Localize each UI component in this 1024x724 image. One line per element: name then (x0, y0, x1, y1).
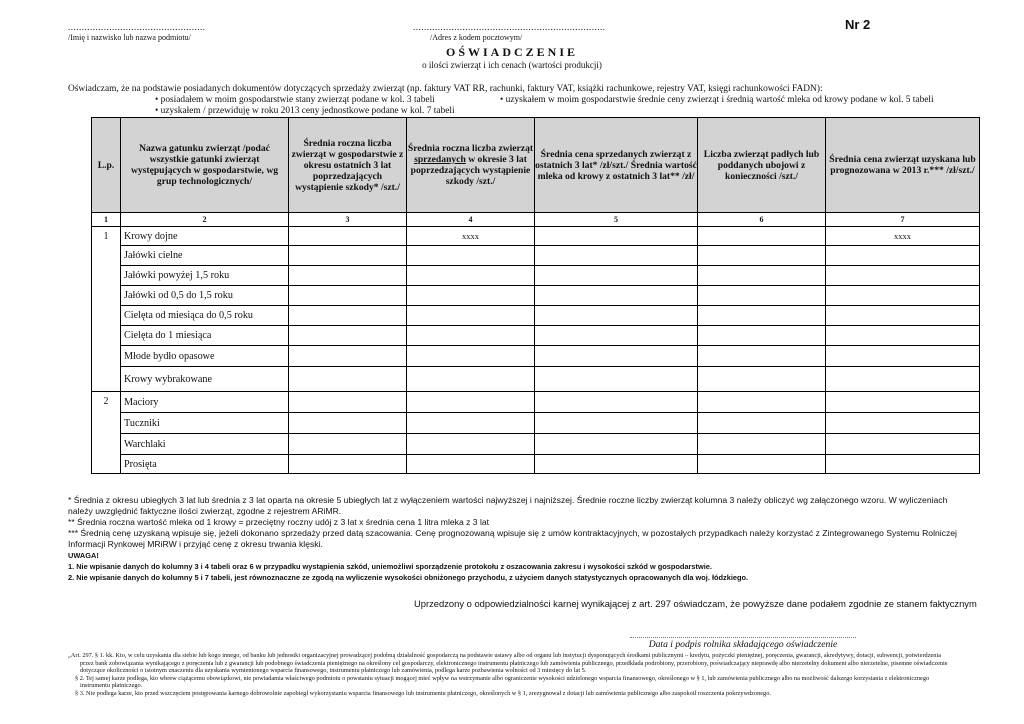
table-row (92, 413, 980, 434)
cell-c7[interactable] (826, 455, 980, 474)
legal-paragraph-2: § 2. Tej samej karze podlega, kto wbrew ciążącemu obowiązkowi, nie powiadamia właściwego podmiotu o powstaniu sytuacji mogącej mieć wpływ na wstrzymanie albo ograniczenie wysokości udzielonego wsparcia finansowego, określonego w § 1, lub zamówienia publicznego albo na możliwość dalszego korzystania z elektronicznego instrumentu płatniczego. (75, 674, 930, 690)
column-number: 5 (535, 213, 698, 227)
row-species-name: Jałówki od 0,5 do 1,5 roku (121, 286, 289, 306)
footnote-3: *** Średnią cenę uzyskaną wpisuje się, jeżeli dokonano sprzedaży przed datą szacowania. Cenę prognozowaną wpisuje się z umów kontraktacyjnych, w pozostałych przypadkach należy korzystać z Zintegrowanego Systemu Rolniczej Informacji Rynkowej MRiRW i przyjąć cenę z okresu trwania klęski. (68, 528, 957, 549)
cell-c6[interactable] (698, 306, 826, 326)
cell-c7[interactable] (826, 326, 980, 346)
row-species-name: Cielęta od miesiąca do 0,5 roku (121, 306, 289, 326)
cell-c6[interactable] (698, 434, 826, 455)
cell-c4[interactable] (407, 392, 535, 413)
row-lp: 2 (92, 392, 121, 474)
intro-bullet-1: • posiadałem w moim gospodarstwie stany zwierząt podane w kol. 3 tabeli (155, 95, 435, 105)
cell-c7[interactable]: xxxx (826, 227, 980, 246)
row-lp: 1 (92, 227, 121, 392)
column-number: 7 (826, 213, 980, 227)
column-number: 3 (289, 213, 407, 227)
row-species-name: Jałówki cielne (121, 246, 289, 266)
cell-c4[interactable] (407, 326, 535, 346)
cell-c4[interactable]: xxxx (407, 227, 535, 246)
column-number: 2 (121, 213, 289, 227)
cell-c6[interactable] (698, 392, 826, 413)
cell-c5[interactable] (535, 246, 698, 266)
row-species-name: Cielęta do 1 miesiąca (121, 326, 289, 346)
footnote-2: ** Średnia roczna wartość mleka od 1 krowy = przeciętny roczny udój z 3 lat x średnia cena 1 litra mleka z 3 lat (68, 517, 490, 527)
cell-c5[interactable] (535, 367, 698, 392)
cell-c5[interactable] (535, 346, 698, 367)
row-species-name: Warchlaki (121, 434, 289, 455)
cell-c5[interactable] (535, 455, 698, 474)
cell-c7[interactable] (826, 246, 980, 266)
row-species-name: Krowy dojne (121, 227, 289, 246)
row-species-name: Krowy wybrakowane (121, 367, 289, 392)
header-dead-count: Liczba zwierząt padłych lub poddanych ubojowi z konieczności /szt./ (698, 118, 826, 213)
cell-c7[interactable] (826, 434, 980, 455)
cell-c3[interactable] (289, 246, 407, 266)
cell-c3[interactable] (289, 413, 407, 434)
cell-c7[interactable] (826, 306, 980, 326)
row-species-name: Jałówki powyżej 1,5 roku (121, 266, 289, 286)
cell-c5[interactable] (535, 266, 698, 286)
name-dotted-line[interactable]: .................................................. (68, 22, 206, 32)
table-row (92, 346, 980, 367)
cell-c4[interactable] (407, 246, 535, 266)
cell-c3[interactable] (289, 306, 407, 326)
intro-statement: Oświadczam, że na podstawie posiadanych dokumentów dotyczących sprzedaży zwierząt (np. faktury VAT RR, rachunki, faktury VAT, książki rachunkowe, rejestry VAT, księgi rachunkowości FADN): (68, 84, 823, 94)
row-species-name: Młode bydło opasowe (121, 346, 289, 367)
page-title: OŚWIADCZENIE (445, 45, 579, 59)
cell-c6[interactable] (698, 326, 826, 346)
legal-text (68, 652, 956, 698)
table-row (92, 455, 980, 474)
cell-c5[interactable] (535, 413, 698, 434)
footnote-1: * Średnia z okresu ubiegłych 3 lat lub średnia z 3 lat oparta na okresie 5 ubiegłych lat z wyłączeniem wartości najwyższej i najniższej. Średnie roczne liczby zwierząt kolumna 3 należy obliczyć wg załączonego wzoru. W wyliczeniach należy uwzględnić faktyczne ilości zwierząt, zgodne z rejestrem ARiMR. (68, 495, 948, 516)
table-row (92, 227, 980, 246)
signature-label: Data i podpis rolnika składającego oświadczenie (648, 639, 838, 650)
header-avg-sold (407, 118, 535, 213)
cell-c6[interactable] (698, 266, 826, 286)
warning-heading: UWAGA! (68, 551, 99, 560)
cell-c5[interactable] (535, 286, 698, 306)
row-species-name: Prosięta (121, 455, 289, 474)
legal-paragraph-1: „Art. 297. § 1. kk. Kto, w celu uzyskania dla siebie lub kogo innego, od banku lub jednostki organizacyjnej prowadzącej podobną działalność gospodarczą na podstawie ustawy albo od organu lub instytucji dysponujących środkami publicznymi – kredytu, pożyczki pieniężnej, poręczenia, gwarancji, akredytywy, dotacji, subwencji, potwierdzenia przez bank zobowiązania wynikającego z poręczenia lub z gwarancji lub podobnego świadczenia pieniężnego na określony cel gospodarczy, elektronicznego instrumentu płatniczego lub zamówienia publicznego, przedkłada podrobiony, przerobiony, poświadczający nieprawdę albo nierzetelny dokument albo nierzetelne, pisemne oświadczenie dotyczące okoliczności o istotnym znaczeniu dla uzyskania wymienionego wsparcia finansowego, instrumentu płatniczego lub zamówienia, podlega karze pozbawienia wolności od 3 miesięcy do lat 5. (68, 652, 948, 675)
cell-c3[interactable] (289, 227, 407, 246)
header-avg-sold-underlined: sprzedanych (414, 154, 466, 165)
address-label: /Adres z kodem pocztowym/ (430, 33, 523, 42)
cell-c3[interactable] (289, 392, 407, 413)
cell-c7[interactable] (826, 346, 980, 367)
cell-c6[interactable] (698, 246, 826, 266)
row-species-name: Maciory (121, 392, 289, 413)
intro-bullet-2: • uzyskałem w moim gospodarstwie średnie ceny zwierząt i średnią wartość mleka od krowy podane w kol. 5 tabeli (500, 95, 934, 105)
row-species-name: Tuczniki (121, 413, 289, 434)
cell-c7[interactable] (826, 367, 980, 392)
livestock-table (91, 117, 980, 474)
cell-c5[interactable] (535, 434, 698, 455)
cell-c3[interactable] (289, 286, 407, 306)
warning-1: 1. Nie wpisanie danych do kolumny 3 i 4 tabeli oraz 6 w przypadku wystąpienia szkód, uniemożliwi sporządzenie protokołu z oszacowania zakresu i wysokości szkód w gospodarstwie. (68, 562, 712, 571)
cell-c5[interactable] (535, 326, 698, 346)
cell-c6[interactable] (698, 367, 826, 392)
cell-c5[interactable] (535, 392, 698, 413)
header-avg-price: Średnia cena sprzedanych zwierząt z ostatnich 3 lat* /zł/szt./ Średnia wartość mleka od krowy z ostatnich 3 lat** /zł/ (535, 118, 698, 213)
warning-2: 2. Nie wpisanie danych do kolumny 5 i 7 tabeli, jest równoznaczne ze zgodą na wyliczenie wysokości obniżonego przychodu, z użyciem danych statystycznych opracowanych dla woj. łódzkiego. (68, 573, 749, 582)
form-number: Nr 2 (845, 17, 871, 32)
footnotes (68, 495, 958, 583)
cell-c6[interactable] (698, 346, 826, 367)
address-dotted-line[interactable]: ...................................................................... (413, 22, 606, 32)
legal-paragraph-3: § 3. Nie podlega karze, kto przed wszczęciem postępowania karnego dobrowolnie zapobiegł wykorzystaniu wsparcia finansowego lub instrumentu płatniczego, określonych w § 1, zrezygnował z dotacji lub zamówienia publicznego albo zaspokoił roszczenia pokrzywdzonego. (75, 689, 771, 697)
table-row (92, 367, 980, 392)
table-row (92, 266, 980, 286)
cell-c4[interactable] (407, 266, 535, 286)
cell-c6[interactable] (698, 286, 826, 306)
header-avg-sold-part2: w okresie 3 lat poprzedzających wystąpienie szkody /szt./ (410, 154, 531, 187)
table-row (92, 392, 980, 413)
cell-c3[interactable] (289, 266, 407, 286)
cell-c6[interactable] (698, 455, 826, 474)
cell-c3[interactable] (289, 346, 407, 367)
cell-c7[interactable] (826, 392, 980, 413)
table-row (92, 434, 980, 455)
liability-statement: Uprzedzony o odpowiedzialności karnej wynikającej z art. 297 oświadczam, że powyższe dane podałem zgodnie ze stanem faktycznym (414, 598, 977, 609)
column-number: 1 (92, 213, 121, 227)
cell-c3[interactable] (289, 367, 407, 392)
header-lp: L.p. (92, 118, 121, 213)
table-row (92, 246, 980, 266)
table-row (92, 306, 980, 326)
cell-c3[interactable] (289, 326, 407, 346)
header-avg-sold-part1: Średnia roczna liczba zwierząt (407, 143, 534, 154)
cell-c3[interactable] (289, 434, 407, 455)
signature-line[interactable] (630, 637, 856, 638)
header-avg-count: Średnia roczna liczba zwierząt w gospodarstwie z okresu ostatnich 3 lat poprzedzających wystąpienie szkody* /szt./ (289, 118, 407, 213)
cell-c4[interactable] (407, 306, 535, 326)
cell-c4[interactable] (407, 455, 535, 474)
cell-c4[interactable] (407, 286, 535, 306)
name-label: /Imię i nazwisko lub nazwa podmiotu/ (68, 33, 191, 42)
cell-c7[interactable] (826, 413, 980, 434)
table-row (92, 286, 980, 306)
cell-c4[interactable] (407, 413, 535, 434)
cell-c4[interactable] (407, 367, 535, 392)
cell-c5[interactable] (535, 227, 698, 246)
page-subtitle: o ilości zwierząt i ich cenach (wartości produkcji) (422, 60, 602, 70)
cell-c7[interactable] (826, 286, 980, 306)
cell-c6[interactable] (698, 227, 826, 246)
header-price-2013: Średnia cena zwierząt uzyskana lub prognozowana w 2013 r.*** /zł/szt./ (826, 118, 980, 213)
cell-c4[interactable] (407, 434, 535, 455)
table-row (92, 326, 980, 346)
header-species-name: Nazwa gatunku zwierząt /podać wszystkie gatunki zwierząt występujących w gospodarstwie, wg grup technologicznych/ (121, 118, 289, 213)
cell-c3[interactable] (289, 455, 407, 474)
cell-c7[interactable] (826, 266, 980, 286)
cell-c4[interactable] (407, 346, 535, 367)
column-number: 6 (698, 213, 826, 227)
intro-bullet-3: • uzyskałem / przewiduję w roku 2013 ceny jednostkowe podane w kol. 7 tabeli (155, 106, 455, 116)
cell-c5[interactable] (535, 306, 698, 326)
cell-c6[interactable] (698, 413, 826, 434)
column-number: 4 (407, 213, 535, 227)
